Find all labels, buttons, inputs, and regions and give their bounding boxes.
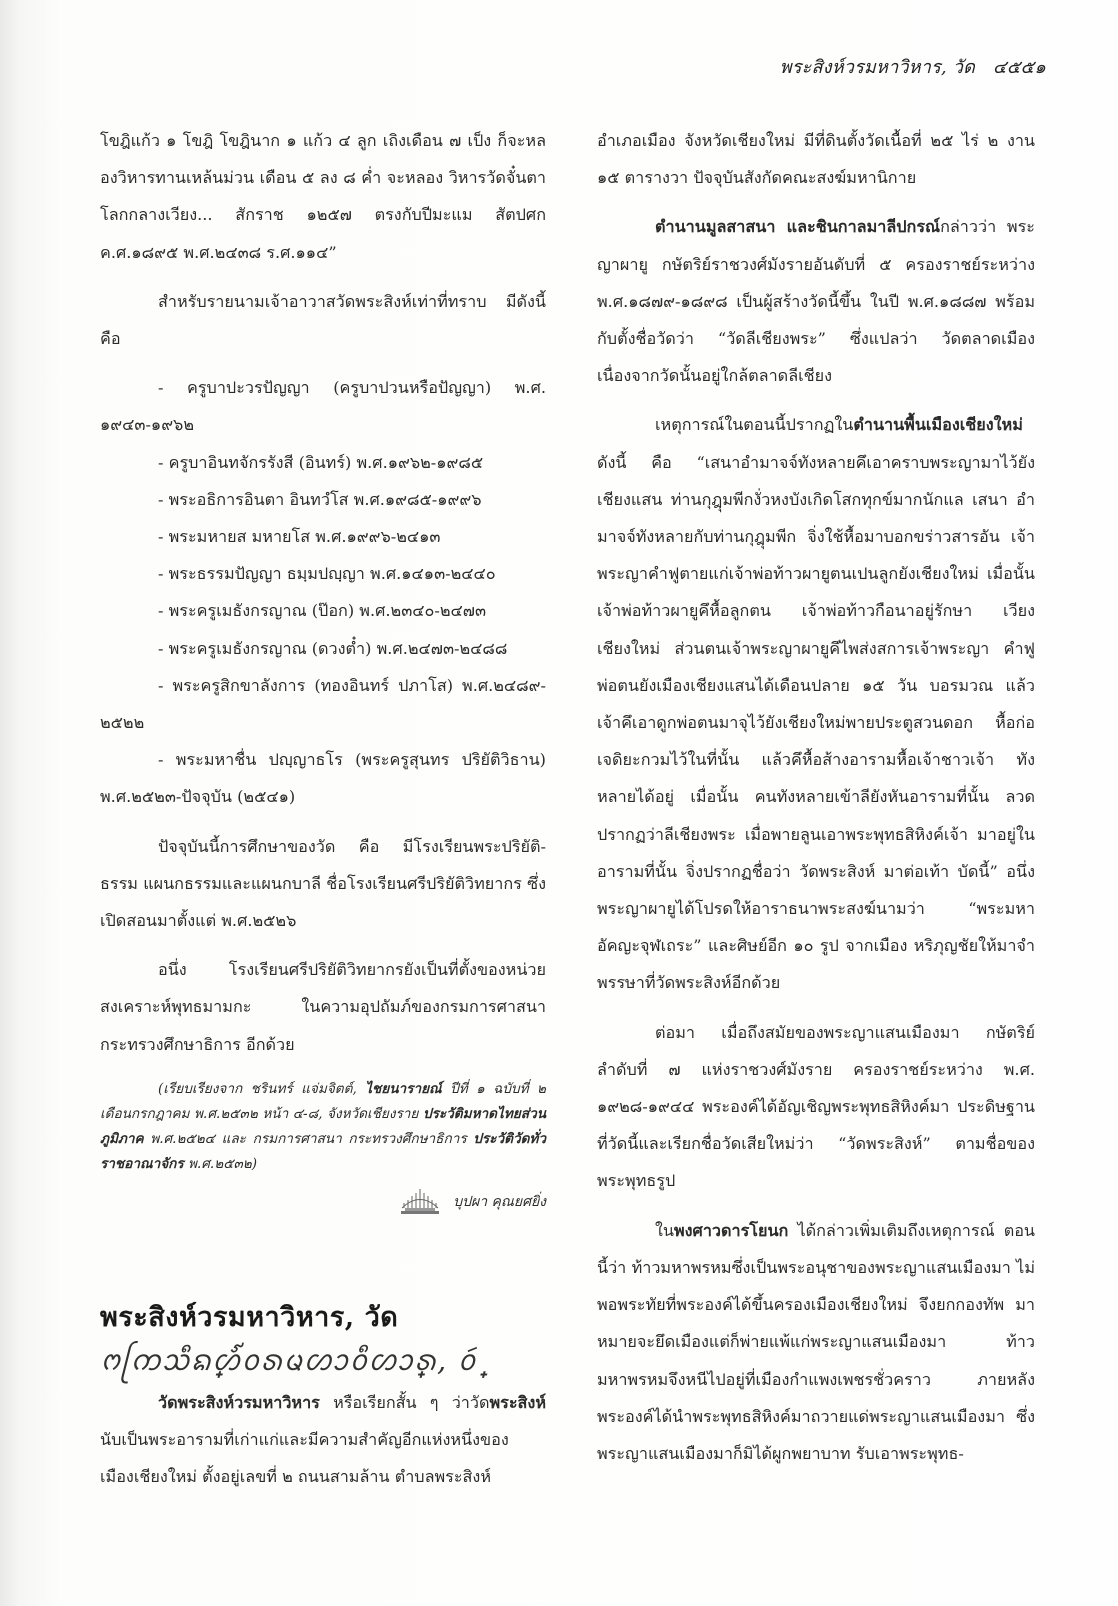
abbot-list-item: - พระครูสิกขาลังการ (ทองอินทร์ ปภาโส) พ.ศ.๒๔๘๙- ๒๕๒๒ <box>100 675 546 733</box>
page-number: ๔๕๕๑ <box>992 57 1046 78</box>
cited-title: ประวัติมหาดไทยส่วนภูมิภาค <box>100 1105 546 1147</box>
abbot-list-item: - พระอธิการอินตา อินทวํโส พ.ศ.๑๙๘๕-๑๙๙๖ <box>158 489 482 509</box>
entry-heading <box>100 1300 560 1382</box>
right-column <box>597 122 1035 1472</box>
paragraph-inscription-quote: โขฎิแก้ว ๑ โขฎิ โขฎินาก ๑ แก้ว ๔ ลูก เถิงเดือน ๗ เป็ง ก็จะหลองวิหารทานเหล้นม่วน เดือน ๕ ลง ๘ ค่ำ จะหลอง วิหารวัดจั๋นตาโลกกลางเวียง... สักราช ๑๒๕๗ ตรงกับปีมะแม สัตปศก ค.ศ.๑๘๙๕ พ.ศ.๒๔๓๘ ร.ศ.๑๑๔” <box>100 131 546 262</box>
abbot-list-item: - พระมหาชื่น ปญฺญาธโร (พระครูสุนทร ปริยัติวิธาน) พ.ศ.๒๕๒๓-ปัจจุบัน (๒๕๔๑) <box>100 750 546 807</box>
running-head <box>780 52 1046 81</box>
entry-intro <box>100 1384 546 1496</box>
abbot-list-item: - พระครูเมธังกรญาณ (ป๊อก) พ.ศ.๒๓๔๐-๒๔๗๓ <box>158 601 487 621</box>
entry-title-lanna-script: ᨻᩕᨠᩈᩥᨦ᩠ᩉ᩼ᩅᩁᨾᩉᩣᩅᩥᩉᩣ᩠ᩁ, ᩅ᩠ᩢ <box>100 1343 477 1377</box>
paragraph-location: อำเภอเมือง จังหวัดเชียงใหม่ มีที่ดินตั้งวัดเนื้อที่ ๒๕ ไร่ ๒ งาน ๑๕ ตารางวา ปัจจุบันสังกัดคณะสงฆ์มหานิกาย <box>597 131 1035 188</box>
running-head-title: พระสิงห์วรมหาวิหาร, วัด <box>779 57 975 78</box>
abbot-list-item: - ครูบาอินทจักรรังสี (อินทร์) พ.ศ.๑๙๖๒-๑๙๘๕ <box>158 452 484 472</box>
entry-title: พระสิงห์วรมหาวิหาร, วัด <box>100 1302 399 1333</box>
paragraph-yonok-chronicle: ในพงศาวดารโยนก ได้กล่าวเพิ่มเติมถึงเหตุการณ์ ตอนนี้ว่า ท้าวมหาพรหมซึ่งเป็นพระอนุชาของพระญาแสนเมืองมา ไม่พอพระทัยที่พระองค์ได้ขึ้นครองเมืองเชียงใหม่ จึงยกกองทัพ มาหมายจะยึดเมืองแต่ก็พ่ายแพ้แก่พระญาแสนเมืองมา ท้าว มหาพรหมจึงหนีไปอยู่ที่เมืองกำแพงเพชรชั่วคราว ภายหลัง พระองค์ได้นำพระพุทธสิหิงค์มาถวายแด่พระญาแสนเมืองมา ซึ่งพระญาแสนเมืองมาก็มิได้ผูกพยาบาท รับเอาพระพุทธ- <box>597 1220 1035 1463</box>
paragraph-school-unit: อนึ่ง โรงเรียนศรีปริยัติวิทยากรยังเป็นที่ตั้งของหน่วย สงเคราะห์พุทธมามกะ ในความอุปถัมภ์ของกรมการศาสนา กระทรวงศึกษาธิการ อีกด้วย <box>100 960 546 1054</box>
author-signature <box>100 1187 546 1217</box>
author-name: บุปผา คุณยศยิ่ง <box>453 1193 546 1210</box>
left-column <box>100 122 546 1217</box>
citation: (เรียบเรียงจาก ชรินทร์ แจ่มจิตต์, ไชยนารายณ์ ปีที่ ๑ ฉบับที่ ๒ เดือนกรกฎาคม พ.ศ.๒๕๓๒ หน้า ๔-๘, จังหวัดเชียงราย ประวัติมหาดไทยส่วนภูมิภาค พ.ศ.๒๕๒๔ และ กรมการศาสนา กระทรวงศึกษาธิการ ประวัติวัดทั่วราชอาณาจักร พ.ศ.๒๕๓๒) <box>100 1080 546 1172</box>
temple-emblem-icon <box>397 1187 443 1217</box>
paragraph-chronicle-quote: เหตุการณ์ในตอนนี้ปรากฏในตำนานพื้นเมืองเชียงใหม่ ดังนี้ คือ “เสนาอำมาจจ์ทังหลายคึเอาคราบพระญามาไว้ยัง เชียงแสน ท่านกุฎุมพีกงั่วหงบังเกิดโสกทุกข์มากนักแล เสนา อำมาจจ์ทังหลายกับท่านกุฎุมพีก จิ่งใช้หื้อมาบอกขร่าวสารอัน เจ้าพระญาคำฟูตายแก่เจ้าพ่อท้าวผายูตนเปนลูกยังเชียงใหม่ เมื่อนั้น เจ้าพ่อท้าวผายูคึหื้อลูกตน เจ้าพ่อท้าวกือนาอยู่รักษา เวียงเชียงใหม่ ส่วนตนเจ้าพระญาผายูคึไพส่งสการเจ้าพระญา คำฟูพ่อตนยังเมืองเชียงแสนได้เดือนปลาย ๑๕ วัน บอรมวณ แล้ว เจ้าคึเอาดูกพ่อตนมาจุไว้ยังเชียงใหม่พายประตูสวนดอก หื้อก่อเจดิยะกวมไว้ในที่นั้น แล้วคึหื้อส้างอารามหื้อเจ้าชาวเจ้า ทังหลายได้อยู่ เมื่อนั้น คนทังหลายเข้าลียังหันอารามที่นั้น ลวดปรากฏว่าลีเชียงพระ เมื่อพายลูนเอาพระพุทธสิหิงค์เจ้า มาอยู่ในอารามที่นั้น จิ่งปรากฏชื่อว่า วัดพระสิงห์ มาต่อเท้า บัดนี้” อนึ่ง พระญาผายูได้โปรดให้อาราธนาพระสงฆ์นามว่า “พระมหาอัคญะจุฬเถระ” และศิษย์อีก ๑๐ รูป จากเมือง หริภุญชัยให้มาจำพรรษาที่วัดพระสิงห์อีกด้วย <box>597 415 1035 993</box>
abbot-list-item: - พระครูเมธังกรญาณ (ดวงต๋ำ) พ.ศ.๒๔๗๓-๒๔๘๘ <box>158 638 508 658</box>
paragraph-entry-intro: วัดพระสิงห์วรมหาวิหาร หรือเรียกสั้น ๆ ว่าวัดพระสิงห์ นับเป็นพระอารามที่เก่าแก่และมีความสำคัญอีกแห่งหนึ่งของ เมืองเชียงใหม่ ตั้งอยู่เลขที่ ๒ ถนนสามล้าน ตำบลพระสิงห์ <box>100 1393 546 1487</box>
paragraph-founding: ตำนานมูลสาสนา และชินกาลมาลีปกรณ์กล่าวว่า พระญาผายู กษัตริย์ราชวงศ์มังรายอันดับที่ ๕ ครองราชย์ระหว่าง พ.ศ.๑๘๗๙-๑๘๙๘ เป็นผู้สร้างวัดนี้ขึ้น ในปี พ.ศ.๑๘๘๗ พร้อมกับตั้งชื่อวัดว่า “วัดลีเชียงพระ” ซึ่งแปลว่า วัดตลาดเมือง เนื่องจากวัดนั้นอยู่ใกล้ตลาดลีเชียง <box>597 217 1035 386</box>
abbot-list-item: - พระธรรมปัญญา ธมฺมปญฺญา พ.ศ.๑๔๑๓-๒๔๔๐ <box>158 564 496 584</box>
paragraph-phra-sihing: ต่อมา เมื่อถึงสมัยของพระญาแสนเมืองมา กษัตริย์ ลำดับที่ ๗ แห่งราชวงศ์มังราย ครองราชย์ระหว่าง พ.ศ. ๑๙๒๘-๑๙๔๔ พระองค์ได้อัญเชิญพระพุทธสิหิงค์มา ประดิษฐานที่วัดนี้และเรียกชื่อวัดเสียใหม่ว่า “วัดพระสิงห์” ตามชื่อของพระพุทธรูป <box>597 1022 1035 1191</box>
cited-title: ประวัติวัดทั่วราชอาณาจักร <box>100 1130 546 1172</box>
paragraph-abbots-intro: สำหรับรายนามเจ้าอาวาสวัดพระสิงห์เท่าที่ทราบ มีดังนี้ คือ <box>100 291 546 349</box>
abbot-list-item: - พระมหายส มหายโส พ.ศ.๑๙๙๖-๒๔๑๓ <box>158 527 441 547</box>
cited-title: ไชยนารายณ์ <box>365 1080 442 1097</box>
paragraph-education: ปัจจุบันนี้การศึกษาของวัด คือ มีโรงเรียนพระปริยัติ- ธรรม แผนกธรรมและแผนกบาลี ชื่อโรงเรียนศรีปริยัติวิทยากร ซึ่งเปิดสอนมาตั้งแต่ พ.ศ.๒๕๒๖ <box>100 836 546 931</box>
abbot-list-item: - ครูบาปะวรปัญญา (ครูบาปวนหรือปัญญา) พ.ศ. ๑๙๔๓-๑๙๖๒ <box>100 378 546 435</box>
